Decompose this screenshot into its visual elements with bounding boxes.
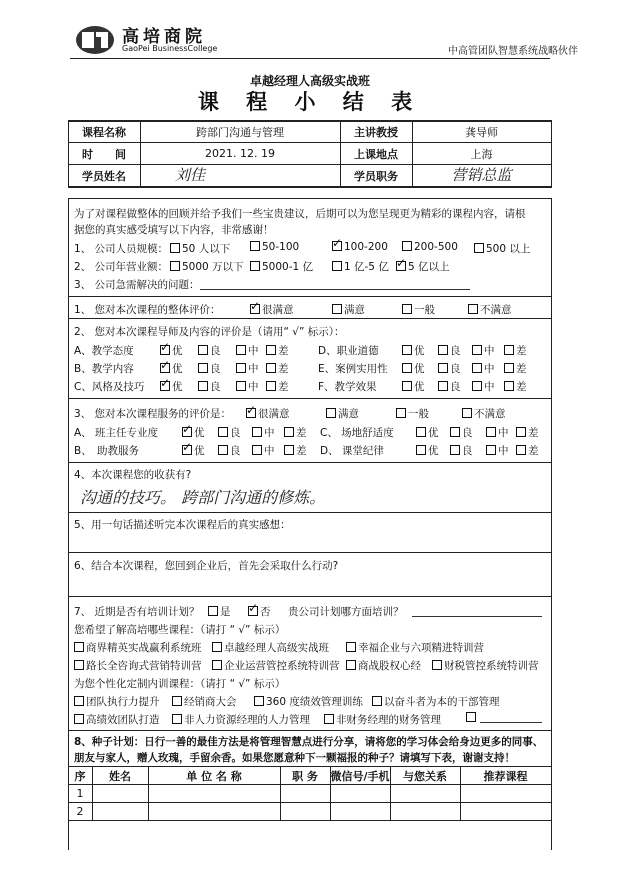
s2-grade-option[interactable]: 良	[198, 361, 221, 376]
q2-label: 2、 公司年营业额：	[74, 261, 169, 273]
ref-header: 序	[74, 769, 86, 783]
section-divider	[68, 296, 552, 297]
course-option[interactable]: 路长全咨询式营销特训营	[74, 658, 202, 673]
slogan: 中高管团队智慧系统战略伙伴	[448, 46, 578, 57]
custom-option[interactable]: 以奋斗者为本的干部管理	[372, 694, 500, 709]
s1-opt[interactable]: 满意	[332, 302, 365, 317]
s7-plan-label: 贵公司计划哪方面培训？	[288, 606, 404, 618]
s1-label: 1、 您对本次课程的整体评价：	[74, 304, 221, 316]
s3-grade-option[interactable]: 差	[284, 443, 307, 458]
q1-opt[interactable]: 50 人以下	[170, 241, 230, 256]
custom-option[interactable]: 高绩效团队打造	[74, 712, 160, 727]
ref-line	[68, 820, 552, 821]
teacher-value: 龚导师	[465, 125, 498, 139]
logo-mark	[75, 25, 115, 55]
s3-grade-option[interactable]: 中	[486, 443, 509, 458]
section-divider	[68, 596, 552, 597]
ref-header: 推荐课程	[483, 769, 528, 783]
ref-header: 微信号/手机	[330, 769, 390, 783]
logo-text-en: GaoPei BusinessCollege	[122, 44, 218, 53]
logo-text-cn: 高培商院	[122, 27, 206, 47]
custom-option[interactable]: 经销商大会	[172, 694, 237, 709]
s7-custom-label: 为您个性化定制内训课程：（请打 “ √” 标示）	[74, 678, 286, 690]
s5-label: 5、用一句话描述听完本次课程后的真实感想：	[74, 519, 291, 531]
course-option[interactable]: 幸福企业与六项精进特训营	[346, 640, 484, 655]
course-value: 跨部门沟通与管理	[196, 125, 284, 139]
course-option[interactable]: 卓越经理人高级实战班	[212, 640, 329, 655]
section-divider	[68, 398, 552, 399]
q2-opt[interactable]: 5000-1 亿	[250, 259, 313, 274]
s2-grade-option[interactable]: 差	[504, 379, 527, 394]
s3-grade-option[interactable]: 差	[516, 425, 539, 440]
s2-grade-option[interactable]: 良	[198, 379, 221, 394]
custom-option[interactable]: 非人力资源经理的人力管理	[172, 712, 310, 727]
course-option[interactable]: 企业运营管控系统特训营	[212, 658, 340, 673]
section-divider	[68, 730, 552, 731]
s1-opt[interactable]: 一般	[402, 302, 435, 317]
course-option[interactable]: 商界精英实战赢利系统班	[74, 640, 202, 655]
s3-opt[interactable]: 满意	[326, 406, 359, 421]
ref-header: 单 位 名 称	[186, 769, 242, 783]
q3-answer-line[interactable]	[200, 289, 470, 290]
ref-line	[68, 784, 552, 785]
ref-header: 姓名	[109, 769, 131, 783]
s2-grade-option[interactable]: 中	[236, 361, 259, 376]
job-label: 学员职务	[354, 169, 398, 183]
s2-grade-option[interactable]: 良	[438, 379, 461, 394]
header-divider	[70, 58, 550, 59]
custom-option[interactable]: 团队执行力提升	[74, 694, 160, 709]
s3-item-label: C、 场地舒适度	[320, 427, 394, 439]
s2-item-label: B、教学内容	[74, 363, 134, 375]
s3-grade-option[interactable]: 良	[450, 443, 473, 458]
s3-grade-option[interactable]: 差	[284, 425, 307, 440]
intro-line1: 为了对课程做整体的回顾并给予我们一些宝贵建议，后期可以为您呈现更为精彩的课程内容，请根	[74, 208, 526, 220]
s3-item-label: B、 助教服务	[74, 445, 139, 457]
teacher-label: 主讲教授	[354, 125, 398, 139]
q2-opt[interactable]: 5000 万以下	[170, 259, 244, 274]
subtitle: 卓越经理人高级实战班	[249, 74, 370, 88]
s2-grade-option[interactable]: 差	[504, 343, 527, 358]
s8-line1: 8、种子计划：日行一善的最佳方法是将管理智慧点进行分享，请将您的学习体会给身边更多的同事、	[74, 736, 544, 748]
q1-opt[interactable]: 50-100	[250, 241, 299, 253]
s7-question: 7、 近期是否有培训计划？	[74, 606, 200, 618]
q1-opt[interactable]: 500 以上	[474, 241, 530, 256]
s3-item-label: A、 班主任专业度	[74, 427, 159, 439]
s3-opt[interactable]: ✓ 很满意	[246, 406, 290, 421]
q1-opt[interactable]: ✓ 100-200	[332, 241, 388, 253]
s3-grade-option[interactable]: 良	[218, 425, 241, 440]
s3-grade-option[interactable]: 中	[486, 425, 509, 440]
s8-line2: 朋友与家人，赠人玫瑰，手留余香。如果您愿意种下一颗福报的种子？请填写下表，谢谢支持！	[74, 752, 515, 764]
s3-grade-option[interactable]: 中	[252, 443, 275, 458]
s2-grade-option[interactable]: ✓ 优	[160, 361, 183, 376]
s2-grade-option[interactable]: 中	[472, 379, 495, 394]
s2-grade-option[interactable]: 中	[472, 361, 495, 376]
place-label: 上课地点	[354, 147, 398, 161]
s2-grade-option[interactable]: 差	[504, 361, 527, 376]
s2-grade-option[interactable]: 良	[438, 361, 461, 376]
intro-line2: 据您的真实感受填写以下内容，非常感谢！	[74, 224, 274, 236]
place-value: 上海	[470, 147, 493, 161]
s2-item-label: A、教学态度	[74, 345, 134, 357]
s2-grade-option[interactable]: 中	[236, 343, 259, 358]
s7-no[interactable]: ✓ 否	[248, 604, 271, 619]
time-label: 时 间	[82, 147, 126, 161]
s2-grade-option[interactable]: 差	[266, 343, 289, 358]
s3-grade-option[interactable]: 良	[450, 425, 473, 440]
section-divider	[68, 462, 552, 463]
s2-grade-option[interactable]: 良	[438, 343, 461, 358]
ref-header: 职 务	[292, 769, 318, 783]
course-option[interactable]: 财税管控系统特训营	[432, 658, 539, 673]
ref-line	[68, 802, 552, 803]
s3-opt[interactable]: 一般	[396, 406, 429, 421]
s3-grade-option[interactable]: 优	[416, 425, 439, 440]
s3-grade-option[interactable]: ✓ 优	[182, 425, 205, 440]
s4-answer[interactable]: 沟通的技巧。 跨部门沟通的修炼。	[80, 488, 326, 507]
ref-row-number: 2	[76, 805, 84, 818]
custom-option-other[interactable]	[466, 712, 478, 724]
s2-grade-option[interactable]: ✓ 优	[160, 379, 183, 394]
ref-row-number: 1	[76, 787, 84, 800]
s2-item-label: D、职业道德	[318, 345, 379, 357]
s7-learn-label: 您希望了解高培哪些课程：（请打 “ √” 标示）	[74, 624, 286, 636]
name-label: 学员姓名	[82, 169, 126, 183]
s6-label: 6、结合本次课程，您回到企业后，首先会采取什么行动?	[74, 560, 339, 572]
s3-label: 3、 您对本次课程服务的评价是：	[74, 408, 232, 420]
s3-grade-option[interactable]: 差	[516, 443, 539, 458]
s2-label: 2、 您对本次课程导师及内容的评价是（请用“ √” 标示）：	[74, 326, 345, 338]
s3-grade-option[interactable]: 良	[218, 443, 241, 458]
q1-label: 1、 公司人员规模：	[74, 243, 169, 255]
q2-opt[interactable]: ✓ 5 亿以上	[396, 259, 450, 274]
s2-item-label: E、案例实用性	[318, 363, 388, 375]
s1-opt[interactable]: ✓ 很满意	[250, 302, 294, 317]
page-title: 课 程 小 结 表	[197, 90, 423, 114]
name-value: 刘佳	[174, 166, 205, 184]
s2-grade-option[interactable]: 中	[236, 379, 259, 394]
job-value: 营销总监	[451, 166, 512, 184]
q3-label: 3、 公司急需解决的问题：	[74, 279, 200, 291]
course-label: 课程名称	[82, 125, 126, 139]
s7-plan-line[interactable]	[412, 616, 542, 617]
s2-item-label: F、教学效果	[318, 381, 377, 393]
s7-yes[interactable]: 是	[208, 604, 231, 619]
s2-grade-option[interactable]: 优	[402, 361, 425, 376]
ref-header: 与您关系	[403, 769, 447, 783]
s2-grade-option[interactable]: 良	[198, 343, 221, 358]
time-value: 2021. 12. 19	[205, 147, 275, 160]
s3-grade-option[interactable]: 中	[252, 425, 275, 440]
s3-item-label: D、 课堂纪律	[320, 445, 384, 457]
s2-grade-option[interactable]: 优	[402, 343, 425, 358]
custom-other-line[interactable]	[480, 722, 542, 723]
s3-grade-option[interactable]: 优	[416, 443, 439, 458]
s2-item-label: C、风格及技巧	[74, 381, 145, 393]
s2-grade-option[interactable]: 差	[266, 361, 289, 376]
s4-label: 4、本次课程您的收获有?	[74, 469, 192, 481]
s2-grade-option[interactable]: 优	[402, 379, 425, 394]
s2-grade-option[interactable]: 中	[472, 343, 495, 358]
section-divider	[68, 512, 552, 513]
info-vline	[551, 120, 552, 188]
s2-grade-option[interactable]: ✓ 优	[160, 343, 183, 358]
frame-top	[68, 198, 552, 199]
s1-opt[interactable]: 不满意	[468, 302, 512, 317]
section-divider	[68, 552, 552, 553]
s3-opt[interactable]: 不满意	[462, 406, 506, 421]
custom-option[interactable]: 360 度绩效管理训练	[254, 694, 363, 709]
custom-option[interactable]: 非财务经理的财务管理	[324, 712, 441, 727]
s2-grade-option[interactable]: 差	[266, 379, 289, 394]
course-option[interactable]: 商战股权心经	[346, 658, 421, 673]
q2-opt[interactable]: 1 亿-5 亿	[332, 259, 389, 274]
section-divider	[68, 318, 552, 319]
q1-opt[interactable]: 200-500	[402, 241, 458, 253]
s3-grade-option[interactable]: ✓ 优	[182, 443, 205, 458]
